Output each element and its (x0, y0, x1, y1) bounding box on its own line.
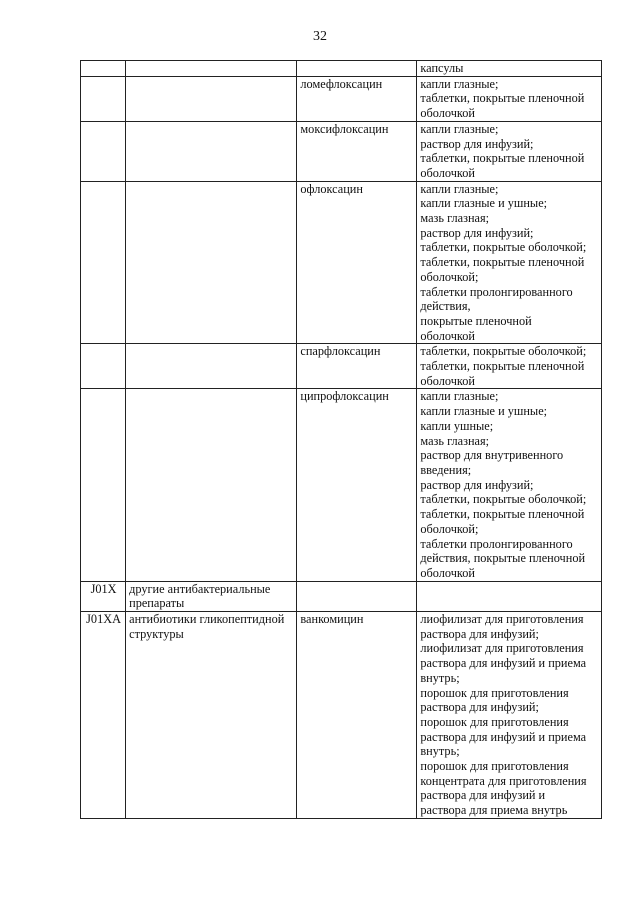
dosage-form-line: капли глазные; (420, 76, 499, 91)
dosage-form-line: капли глазные; (420, 121, 499, 136)
dosage-form-line: введения; (420, 462, 472, 477)
dosage-form-line: капсулы (420, 61, 464, 75)
dosage-form-line: таблетки, покрытые пленочной (420, 91, 585, 106)
drug-name-cell: ломефлоксацин (297, 76, 417, 121)
dosage-form-line: капли глазные и ушные; (420, 196, 548, 211)
dosage-form-line: лиофилизат для приготовления (420, 641, 584, 656)
dosage-form-line: внутрь; (420, 670, 460, 685)
dosage-form-line: раствор для инфузий; (420, 136, 534, 151)
dosage-form-line: таблетки, покрытые пленочной (420, 359, 585, 374)
atc-code-cell (81, 389, 126, 581)
dosage-form-line: таблетки, покрытые оболочкой; (420, 240, 587, 255)
dosage-form-line: мазь глазная; (420, 211, 490, 226)
atc-code-cell (81, 344, 126, 389)
dosage-forms-cell (417, 76, 602, 121)
dosage-form-line: порошок для приготовления (420, 714, 569, 729)
dosage-forms-cell (417, 344, 602, 389)
drug-group-cell (126, 389, 297, 581)
drug-group-cell (126, 121, 297, 181)
drug-group-cell (126, 61, 297, 77)
dosage-forms-cell (417, 61, 602, 77)
drug-name-cell (297, 581, 417, 611)
dosage-form-line: концентрата для приготовления (420, 773, 587, 788)
drug-group-cell: другие антибактериальные препараты (126, 581, 297, 611)
table-row (81, 612, 602, 819)
dosage-form-line: раствор для инфузий; (420, 477, 534, 492)
table-row (81, 581, 602, 611)
dosage-form-line: раствор для инфузий; (420, 225, 534, 240)
table-body (81, 61, 602, 819)
dosage-forms-cell (417, 389, 602, 581)
drug-group-cell: антибиотики гликопептидной структуры (126, 612, 297, 819)
dosage-forms-cell (417, 612, 602, 819)
dosage-form-line: капли ушные; (420, 418, 494, 433)
table-row (81, 121, 602, 181)
dosage-form-line: оболочкой (420, 165, 475, 180)
dosage-forms-cell (417, 581, 602, 611)
dosage-form-line: таблетки, покрытые оболочкой; (420, 344, 587, 359)
dosage-form-line: капли глазные; (420, 389, 499, 404)
dosage-form-line: оболочкой (420, 106, 475, 121)
drug-name-cell: ципрофлоксацин (297, 389, 417, 581)
dosage-form-line: таблетки, покрытые пленочной (420, 507, 585, 522)
drug-name-cell (297, 61, 417, 77)
atc-code-cell (81, 61, 126, 77)
dosage-form-line: оболочкой; (420, 521, 479, 536)
dosage-form-line: оболочкой (420, 373, 475, 388)
table-row (81, 61, 602, 77)
atc-code-cell: J01XA (81, 612, 126, 819)
dosage-form-line: раствора для инфузий; (420, 700, 539, 715)
drug-table (80, 60, 602, 819)
dosage-form-line: раствора для инфузий и приема (420, 729, 587, 744)
dosage-forms-cell (417, 181, 602, 344)
atc-code-cell (81, 181, 126, 344)
dosage-form-line: оболочкой (420, 565, 475, 580)
atc-code-cell: J01X (81, 581, 126, 611)
drug-group-cell (126, 181, 297, 344)
dosage-form-line: порошок для приготовления (420, 685, 569, 700)
dosage-form-line: оболочкой; (420, 269, 479, 284)
dosage-form-line: порошок для приготовления (420, 759, 569, 774)
dosage-form-line: раствора для инфузий и приема (420, 656, 587, 671)
dosage-form-line: капли глазные; (420, 181, 499, 196)
drug-group-cell (126, 76, 297, 121)
dosage-form-line: внутрь; (420, 744, 460, 759)
dosage-form-line: раствор для внутривенного (420, 448, 564, 463)
dosage-forms-cell (417, 121, 602, 181)
drug-name-cell: офлоксацин (297, 181, 417, 344)
dosage-form-line: таблетки, покрытые пленочной (420, 255, 585, 270)
dosage-form-line: лиофилизат для приготовления (420, 612, 584, 627)
dosage-form-line: таблетки пролонгированного (420, 536, 573, 551)
dosage-form-line: действия, (420, 299, 471, 314)
table-row (81, 76, 602, 121)
dosage-form-line: действия, покрытые пленочной (420, 551, 586, 566)
page-number: 32 (313, 29, 327, 44)
drug-name-cell: ванкомицин (297, 612, 417, 819)
dosage-form-line: оболочкой (420, 328, 475, 343)
atc-code-cell (81, 76, 126, 121)
dosage-form-line: таблетки, покрытые оболочкой; (420, 492, 587, 507)
dosage-form-line: раствора для приема внутрь (420, 803, 568, 818)
dosage-form-line: таблетки пролонгированного (420, 284, 573, 299)
dosage-form-line: таблетки, покрытые пленочной (420, 151, 585, 166)
atc-code-cell (81, 121, 126, 181)
table-row (81, 344, 602, 389)
table-row (81, 181, 602, 344)
dosage-form-line: раствора для инфузий и (420, 788, 546, 803)
drug-name-cell: спарфлоксацин (297, 344, 417, 389)
dosage-form-line: капли глазные и ушные; (420, 404, 548, 419)
drug-name-cell: моксифлоксацин (297, 121, 417, 181)
dosage-form-line: мазь глазная; (420, 433, 490, 448)
dosage-form-line: раствора для инфузий; (420, 626, 539, 641)
dosage-form-line: покрытые пленочной (420, 313, 532, 328)
drug-group-cell (126, 344, 297, 389)
table-row (81, 389, 602, 581)
